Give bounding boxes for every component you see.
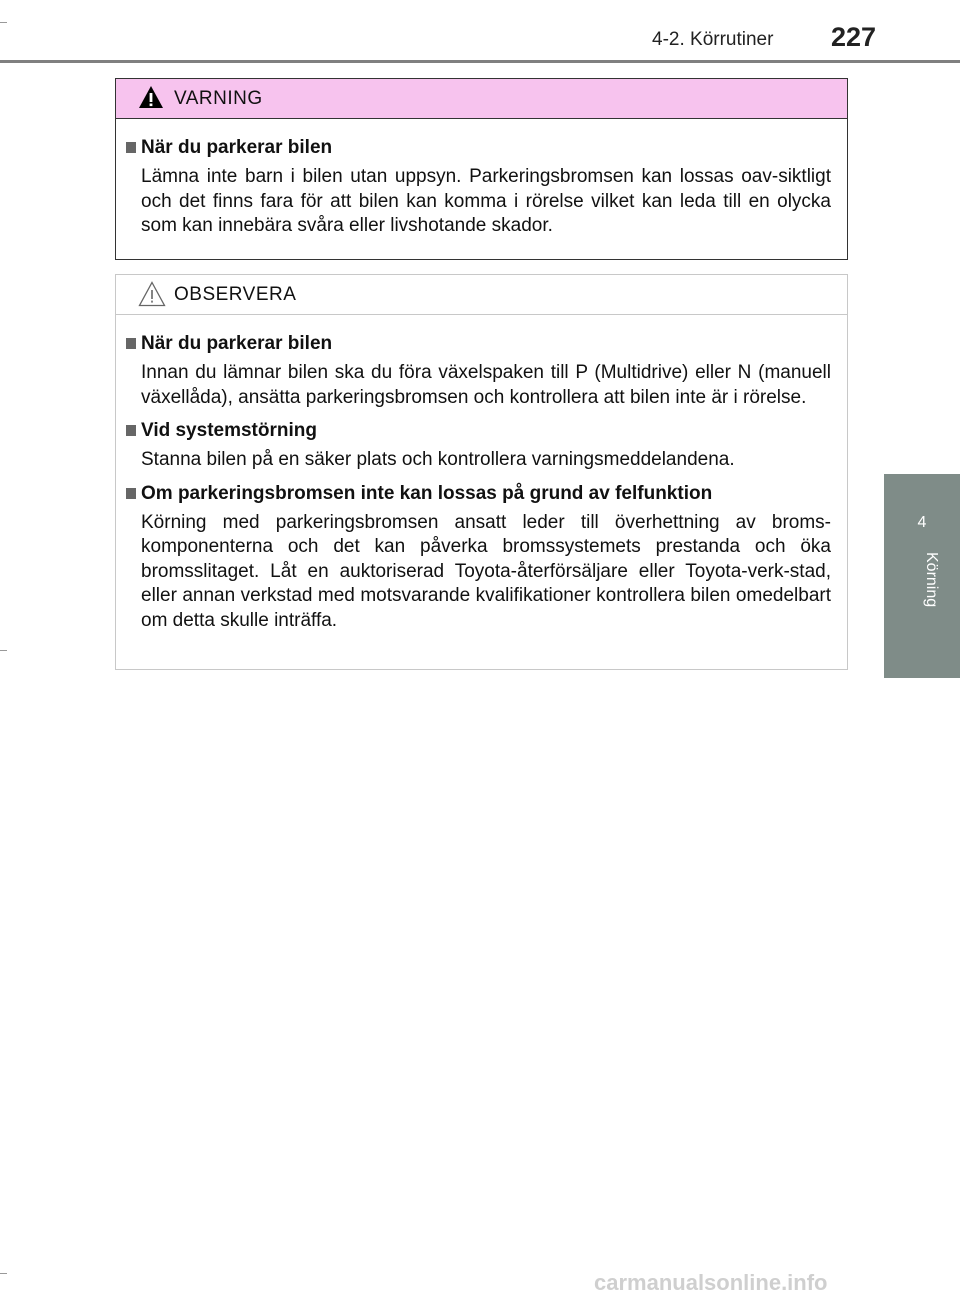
warning-triangle-icon (138, 85, 164, 109)
notice-box (115, 274, 848, 670)
notice-item (126, 419, 831, 473)
notice-item-text: Innan du lämnar bilen ska du föra växelspaken till P (Multidrive) eller N (manuell växellåda), ansätta parkeringsbromsen och kontrollera att bilen inte är i rörelse. (141, 362, 831, 408)
crop-mark (0, 650, 7, 651)
section-title: 4-2. Körrutiner (652, 29, 774, 50)
notice-item-title-text: När du parkerar bilen (141, 333, 333, 354)
notice-title: OBSERVERA (174, 284, 297, 305)
warning-box (115, 78, 848, 260)
warning-content (116, 119, 847, 239)
bullet-square-icon (126, 142, 136, 153)
notice-content (116, 315, 847, 633)
warning-item (126, 136, 831, 239)
notice-item-title (126, 332, 831, 356)
crop-mark (0, 22, 7, 23)
chapter-number: 4 (917, 514, 927, 531)
notice-item-title (126, 482, 831, 506)
bullet-square-icon (126, 425, 136, 436)
notice-item (126, 482, 831, 634)
header-divider (0, 60, 960, 63)
notice-item-title-text: Om parkeringsbromsen inte kan lossas på grund av felfunktion (141, 482, 713, 504)
notice-item (126, 332, 831, 410)
notice-item-text: Stanna bilen på en säker plats och kontrollera varningsmeddelandena. (141, 449, 735, 470)
chapter-label: Körning (923, 552, 940, 608)
bullet-square-icon (126, 338, 136, 349)
chapter-tab (884, 474, 960, 678)
warning-title: VARNING (174, 88, 263, 109)
notice-item-title (126, 419, 831, 443)
crop-mark (0, 1273, 7, 1274)
watermark: carmanualsonline.info (594, 1270, 828, 1295)
warning-header (116, 79, 847, 119)
warning-item-text: Lämna inte barn i bilen utan uppsyn. Parkeringsbromsen kan lossas oav-siktligt och det finns fara för att bilen kan komma i rörelse vilket kan leda till en olycka som kan innebära svåra eller livshotande skador. (141, 166, 831, 236)
page-number: 227 (831, 22, 877, 52)
notice-item-text: Körning med parkeringsbromsen ansatt leder till överhettning av broms-komponenterna och det kan påverka bromssystemets prestanda och öka bromsslitaget. Låt en auktoriserad Toyota-återförsäljare eller Toyota-verk-stad, eller annan verkstad med motsvarande kvalifikationer kontrollera bilen omedelbart om detta skulle inträffa. (141, 511, 831, 631)
bullet-square-icon (126, 488, 136, 499)
warning-item-title-text: När du parkerar bilen (141, 137, 333, 158)
notice-item-title-text: Vid systemstörning (141, 420, 317, 441)
caution-triangle-outline-icon (138, 281, 166, 307)
warning-item-title (126, 136, 831, 160)
notice-header (116, 275, 847, 315)
